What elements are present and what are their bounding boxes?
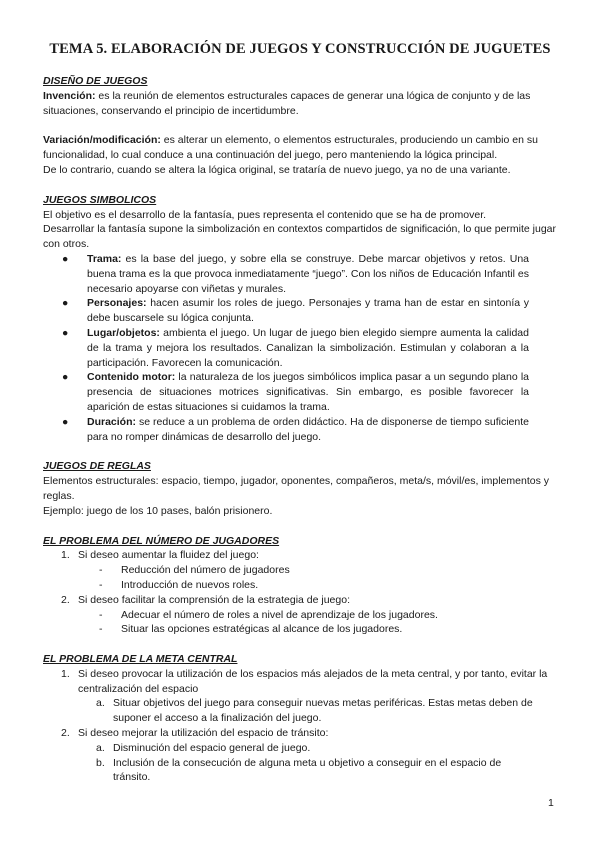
meta-sublist-2 (43, 741, 563, 785)
meta-sublist-1 (43, 696, 563, 726)
letter-marker: b. (96, 756, 105, 769)
list-item-text: Si deseo mejorar la utilización del espacio de tránsito: (78, 727, 329, 740)
list-number: 1. (61, 549, 70, 562)
sublist-item-text: Disminución del espacio general de juego. (113, 741, 311, 754)
sublist-item-text: Situar las opciones estratégicas al alcance de los jugadores. (121, 623, 403, 636)
paragraph-reglas-elementos: Elementos estructurales: espacio, tiempo, jugador, oponentes, compañeros, meta/s, móvil/es, implementos y reglas. (43, 475, 549, 502)
meta-list (43, 667, 563, 697)
page-number: 1 (548, 797, 554, 809)
list-item-term: Lugar/objetos: (87, 326, 160, 339)
list-item-text: Si deseo provocar la utilización de los espacios más alejados de la meta central, y por tanto, evitar la centralización del espacio (78, 667, 548, 695)
section-heading-reglas: JUEGOS DE REGLAS (43, 460, 151, 473)
jugadores-sublist-2 (43, 608, 563, 638)
bullet-icon: ● (62, 326, 69, 339)
page-title: TEMA 5. ELABORACIÓN DE JUEGOS Y CONSTRUCCIÓN DE JUGUETES (49, 41, 551, 57)
simbolicos-list (43, 252, 563, 444)
section-heading-meta: EL PROBLEMA DE LA META CENTRAL (43, 653, 238, 666)
list-item-text: se reduce a un problema de orden didáctico. Ha de disponerse de tiempo suficiente para no romper dinámicas de desarrollo del juego. (87, 415, 529, 443)
list-item (43, 593, 563, 608)
paragraph-variacion (43, 133, 563, 163)
definition-invencion: es la reunión de elementos estructurales capaces de generar una lógica de conjunto y de las situaciones, conservando el principio de incertidumbre. (43, 89, 531, 117)
document-body (43, 74, 563, 785)
list-item-text: ambienta el juego. Un lugar de juego bien elegido siempre aumenta la calidad de la trama y mejora los resultados. Canalizan la simbolización. Estimulan y colaboran a la participación. Favorecen la comunicación. (87, 326, 529, 369)
sublist-item-text: Situar objetivos del juego para conseguir nuevas metas periféricas. Estas metas deben de suponer el acceso a la finalización del juego. (113, 697, 533, 725)
dash-marker: - (99, 564, 103, 577)
section-heading-diseno: DISEÑO DE JUEGOS (43, 75, 148, 87)
list-item-text: es la base del juego, y sobre ella se construye. Debe marcar objetivos y retos. Una buena trama es la que provoca inmediatamente “juego”. Con los niños de Educación Infantil es necesario apoyarse con viñetas y murales. (87, 252, 529, 295)
bullet-icon: ● (62, 371, 69, 384)
bullet-icon: ● (62, 297, 69, 310)
sublist-item-text: Inclusión de la consecución de alguna meta u objetivo a conseguir en el espacio de tránsito. (113, 756, 502, 784)
list-number: 1. (61, 667, 70, 680)
sublist-item (43, 563, 563, 578)
sublist-item (43, 578, 563, 593)
list-item-term: Trama: (87, 252, 122, 265)
list-item (43, 296, 563, 326)
list-item-term: Contenido motor: (87, 371, 176, 384)
sublist-item (43, 608, 563, 623)
letter-marker: a. (96, 697, 105, 710)
list-item (43, 667, 563, 697)
list-number: 2. (61, 727, 70, 740)
list-item-text: la naturaleza de los juegos simbólicos implica pasar a un segundo plano la presencia de situaciones motrices significativas. Sin embargo, es posible favorecer la aparición de estas situaciones si cuidamos la trama. (87, 371, 529, 413)
list-item-term: Personajes: (87, 297, 147, 310)
paragraph-invencion (43, 89, 563, 119)
sublist-item (43, 696, 563, 726)
list-item (43, 326, 563, 370)
letter-marker: a. (96, 741, 105, 754)
list-item (43, 252, 563, 296)
sublist-item-text: Adecuar el número de roles a nivel de aprendizaje de los jugadores. (121, 608, 438, 621)
paragraph-variacion-note: De lo contrario, cuando se altera la lógica original, se trataría de nuevo juego, ya no de una variante. (43, 163, 511, 176)
term-variacion: Variación/modificación: (43, 134, 161, 147)
sublist-item-text: Introducción de nuevos roles. (121, 578, 259, 591)
sublist-item (43, 741, 563, 756)
list-item-text: Si deseo facilitar la comprensión de la estrategia de juego: (78, 593, 350, 606)
sublist-item-text: Reducción del número de jugadores (121, 564, 290, 577)
list-item-term: Duración: (87, 415, 137, 428)
list-item-text: hacen asumir los roles de juego. Personajes y trama han de estar en sintonía y debe buscarsele su lógica conjunta. (87, 297, 529, 325)
paragraph-simbolicos-intro2: Desarrollar la fantasía supone la simbolización en contextos compartidos de significación, lo que permite jugar con otros. (43, 223, 557, 251)
paragraph-reglas-ejemplo: Ejemplo: juego de los 10 pases, balón prisionero. (43, 504, 273, 517)
section-heading-jugadores: EL PROBLEMA DEL NÚMERO DE JUGADORES (43, 534, 280, 547)
jugadores-sublist-1 (43, 563, 563, 593)
paragraph-simbolicos-intro1: El objetivo es el desarrollo de la fantasía, pues representa el contenido que se ha de promover. (43, 208, 487, 221)
dash-marker: - (99, 608, 103, 621)
list-item (43, 548, 563, 563)
list-item-text: Si deseo aumentar la fluidez del juego: (78, 549, 259, 562)
sublist-item (43, 622, 563, 637)
meta-list-cont (43, 726, 563, 741)
list-item (43, 726, 563, 741)
list-item (43, 370, 563, 414)
dash-marker: - (99, 623, 103, 636)
sublist-item (43, 756, 563, 786)
dash-marker: - (99, 578, 103, 591)
jugadores-list (43, 548, 563, 563)
bullet-icon: ● (62, 415, 69, 428)
definition-variacion: es alterar un elemento, o elementos estructurales, produciendo un cambio en su funcionalidad, lo cual conduce a una continuación del juego, pero manteniendo la lógica principal. (43, 134, 538, 162)
term-invencion: Invención: (43, 89, 96, 102)
section-heading-simbolicos: JUEGOS SIMBOLICOS (43, 193, 157, 206)
jugadores-list-cont (43, 593, 563, 608)
list-item (43, 415, 563, 445)
bullet-icon: ● (62, 252, 69, 265)
list-number: 2. (61, 593, 70, 606)
